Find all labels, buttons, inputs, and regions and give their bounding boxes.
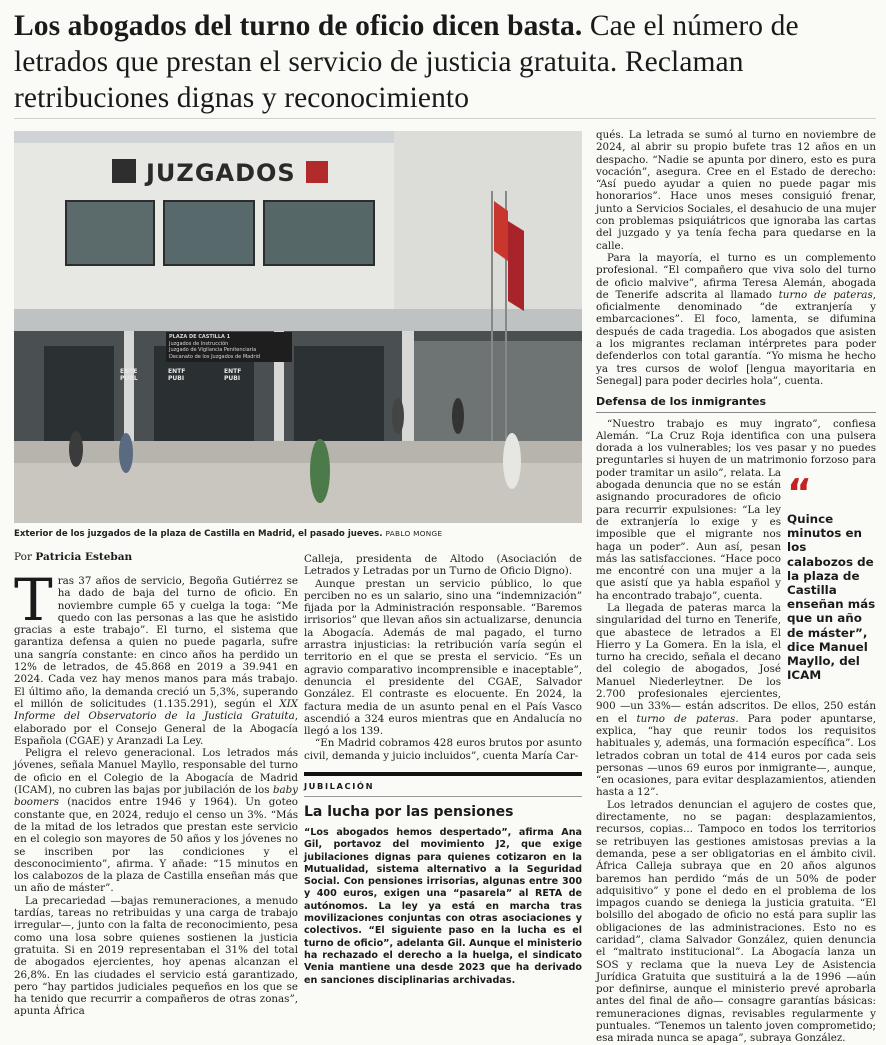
window-right bbox=[264, 201, 374, 265]
pedestrian-3 bbox=[392, 398, 404, 434]
photo-credit: PABLO MONGE bbox=[385, 529, 443, 538]
door-sign-2: ENTF PUBI bbox=[168, 368, 186, 382]
box-divider bbox=[304, 796, 582, 797]
side-entrance bbox=[414, 341, 582, 441]
photo-illustration bbox=[14, 131, 582, 523]
paragraph-text: La llegada de pateras marca la singularidad del turno en Tenerife, que abastece de letrados a El Hierro y La Gomera. En la isla, el turno ha crecido, señala el decano del colegio de abogados, José Manuel Niederleytner. De los 2.700 profesionales ejercientes, 900 —un 33%— están adscritos. De ellos, 250 están en el bbox=[596, 601, 876, 725]
paragraph: Calleja, presidenta de Altodo (Asociación de Letrados y Letradas por un Turno de Oficio Digno). bbox=[304, 553, 582, 578]
window-left bbox=[66, 201, 154, 265]
canopy bbox=[14, 309, 582, 331]
headline-lead: Los abogados del turno de oficio dicen basta. bbox=[14, 10, 583, 42]
pedestrian-1 bbox=[69, 431, 83, 467]
box-title: La lucha por las pensiones bbox=[304, 804, 514, 820]
paragraph-intro-text: ras 37 años de servicio, Begoña Gutiérrez se ha dado de baja del turno de oficio. En noviembre cumple 65 y cuelga la toga: “Me quedo con las personas a las que he asistido gracias a este trabajo”. El turno, el sistema que garantiza defensa a quien no puede pagarla, sufre una sangría constante: en cinco años ha perdido un 12% de letrados, de 45.868 en 2019 a 39.941 en 2024. Cada vez hay menos manos para más trabajo. El último año, la demanda creció un 5,3%, superando el millón de solicitudes (1.135.291), según el bbox=[14, 575, 298, 710]
sign-juzgados: JUZGADOS bbox=[146, 159, 296, 187]
window-mid bbox=[164, 201, 254, 265]
paragraph-intro-end: , elaborado por el Consejo General de la Abogacía Española (CGAE) y Aranzadi La Ley. bbox=[14, 710, 298, 747]
plaque-line-1: PLAZA DE CASTILLA 1 bbox=[169, 334, 231, 340]
headline bbox=[14, 8, 876, 116]
photo-caption bbox=[14, 529, 582, 539]
box-top-rule bbox=[304, 772, 582, 776]
pedestrian-2 bbox=[119, 433, 133, 473]
pedestrian-woman-green bbox=[310, 439, 330, 503]
door-sign-3: ENTF PUBI bbox=[224, 368, 242, 382]
flag-spain bbox=[494, 201, 508, 261]
door-right bbox=[294, 346, 384, 441]
paragraph-intro bbox=[14, 566, 298, 747]
pull-quote bbox=[787, 471, 876, 683]
pedestrian-5 bbox=[503, 433, 521, 489]
paragraph-text: “Nuestro trabajo es muy ingrato”, confiesa Alemán. “La Cruz Roja identifica con una pulsera dorada a los vulnerables; los ves pasar y no puedes preguntarles si huyen de un matrimonio forzoso para poder tramitar un asilo”, relata. La abogada denuncia que no se están asignando procuradores de oficio para recurrir expulsiones: “La ley de extranjería lo exige y es imposible que el migrante nos haga un poder”. Aun así, pesan más las satisfacciones. “Hace poco me encontré con una mujer a la que asistí que ya habla español y ha encontrado trabajo”, cuenta. bbox=[596, 417, 876, 602]
paragraph: Aunque prestan un servicio público, lo que perciben no es un salario, sino una “indemnización” fijada por la Administración responsable. “Baremos irrisorios” que llevan años sin actualizarse, denuncia la Abogacía. Además de mal pagado, el turno arrastra injusticias: la retribución varía según el territorio en el que se presta el servicio. “Es un agravio comparativo incomprensible e inaceptable”, denuncia el presidente del CGAE, Salvador González. El contraste es elocuente. En 2024, la factura media de un asunto penal en el País Vasco ascendió a 324 euros mientras que en Andalucía no llegó a los 139. bbox=[304, 577, 582, 738]
flag-madrid bbox=[508, 221, 524, 311]
pillar-1 bbox=[124, 331, 134, 441]
paragraph: Los letrados denuncian el agujero de costes que, directamente, no se pagan: desplazamientos, recursos, copias... Tampoco en todos los territorios se retribuyen las gestiones amistosas previas a la demanda, pese a ser obligatorias en el ámbito civil. África Calleja subraya que en 20 años algunos baremos han perdido “más de un 50% de poder adquisitivo” y pone el dedo en el problema de los impagos cuando se deniega la justicia gratuita. “El bolsillo del abogado de oficio no está para suplir las obligaciones de las administraciones. Esto no es caridad”, clama Salvador González, quien denuncia el “maltrato institucional”. La Abogacía lanza un SOS y reclama que la nueva Ley de Asistencia Jurídica Gratuita que sustituirá a la de 1996 —aún por definirse, aunque el ministerio prevé aprobarla antes del final de año— consagre garantías básicas: remuneraciones dignas, revisables regularmente y puntuales. “Tenemos un talento joven comprometido; esa mirada nunca se apaga”, subraya González. bbox=[596, 798, 876, 1045]
door-sign-1: ENTE PUBL bbox=[120, 368, 138, 382]
paragraph bbox=[14, 747, 298, 895]
paragraph: qués. La letrada se sumó al turno en noviembre de 2024, al abrir su propio bufete tras 12 años en un despacho. “Nadie se apunta por dinero, esto es pura vocación”, asegura. Cree en el Estado de derecho: “Así puedo ayudar a quien no puede pagar mis honorarios”. Hace unos meses consiguió frenar, junto a Servicios Sociales, el desahucio de una mujer con problemas psiquiátricos que ignoraba las cartas del juzgado y ya tenía fecha para quedarse en la calle. bbox=[596, 129, 876, 252]
plaque-line-4: Decanato de los Juzgados de Madrid bbox=[169, 353, 261, 360]
pull-quote-text: Quince minutos en los calabozos de la plaza de Castilla enseñan más que un año de máster”, dice Manuel Mayllo, del ICAM bbox=[787, 512, 876, 683]
emphasis: baby boomers bbox=[14, 784, 298, 809]
headline-subtitle: Cae el número de letrados que prestan el servicio de justicia gratuita. Reclaman retribuciones dignas y reconocimiento bbox=[14, 10, 799, 114]
paragraph-text: Para la mayoría, el turno es un complemento profesional. “El compañero que viva solo del turno de oficio malvive”, afirma Teresa Alemán, abogada de Tenerife adscrita al llamado bbox=[596, 251, 876, 301]
steps bbox=[14, 441, 582, 463]
paragraph-text: Peligra el relevo generacional. Los letrados más jóvenes, señala Manuel Mayllo, responsable del turno de oficio en el Colegio de la Abogacía de Madrid (ICAM), no cubren las bajas por jubilación de los bbox=[14, 747, 298, 797]
emphasis: turno de pateras bbox=[778, 288, 873, 301]
pedestrian-4 bbox=[452, 398, 464, 434]
paragraph bbox=[596, 252, 876, 387]
side-wall bbox=[394, 131, 582, 311]
article-column-2 bbox=[304, 553, 582, 762]
top-band bbox=[14, 131, 394, 143]
pillar-3 bbox=[402, 331, 414, 441]
header-rule bbox=[14, 118, 876, 119]
door-left bbox=[44, 346, 114, 441]
plaque-line-2: Juzgados de Instrucción bbox=[169, 340, 229, 347]
box-tag: JUBILACIÓN bbox=[304, 781, 375, 791]
plaque-line-3: Juzgado de Vigilancia Penitenciaria bbox=[169, 347, 257, 353]
report-title: XIX Informe del Observatorio de la Justicia Gratuita bbox=[14, 697, 298, 723]
byline-prefix: Por bbox=[14, 551, 36, 563]
emblem-madrid-icon bbox=[306, 161, 328, 183]
byline-author: Patricia Esteban bbox=[35, 551, 133, 563]
emphasis: turno de pateras bbox=[636, 712, 736, 725]
photo-court-building bbox=[14, 131, 582, 523]
box-text: “Los abogados hemos despertado”, afirma Ana Gil, portavoz del movimiento J2, que exige jubilaciones dignas para quienes cotizaron en la Mutualidad, sistema alternativo a la Seguridad Social. Con pensiones irrisorias, algunas entre 300 y 400 euros, exigen una “pasarela” al RETA de autónomos. La ley ya está en marcha tras movilizaciones conjuntas con otras asociaciones y colectivos. “El siguiente paso en la lucha es el turno de oficio”, adelanta Gil. Aunque el ministerio ha rechazado el derecho a la huelga, el sindicato Venia mantiene una desde 2023 que ha derivado en sanciones disciplinarias archivadas. bbox=[304, 827, 582, 986]
paragraph: “En Madrid cobramos 428 euros brutos por asunto civil, demanda y juicio incluidos”, cuenta María Car- bbox=[304, 737, 582, 762]
article-column-1 bbox=[14, 566, 298, 1018]
paragraph-text: . Para poder apuntarse, explica, “hay que reunir todos los requisitos habituales y, además, una formación específica”. Los letrados cobran un total de 414 euros por cada seis personas —unos 69 euros por inmigrante—, aunque, “en ocasiones, para evitar desplazamientos, atienden hasta a 12”. bbox=[596, 712, 876, 799]
paragraph-text: , oficialmente denominado “de extranjería y embarcaciones”. El foco, lamenta, se difumina después de cada tragedia. Los abogados que asisten a los migrantes reclaman intérpretes para poder defenderlos con total garantía. “Yo misma he hecho ya tres cursos de wolof [lengua mayoritaria en Senegal] para poder decirles hola”, cuenta. bbox=[596, 288, 877, 387]
paragraph-text: (nacidos entre 1946 y 1964). Un goteo constante que, en 2024, redujo el censo un 3%. “Más de la mitad de los letrados que prestan este servicio en el colegio son mayores de 50 años y los jóvenes no se inscriben por las condiciones y el desconocimiento”, afirma. Y añade: “15 minutos en los calabozos de la plaza de Castilla enseñan más que un año de máster”. bbox=[14, 796, 298, 895]
emblem-left-icon bbox=[112, 159, 136, 183]
quote-mark-icon: “ bbox=[787, 471, 812, 515]
plaque bbox=[166, 332, 292, 362]
paragraph: La precariedad —bajas remuneraciones, a menudo tardías, tareas no retribuidas y una carga de trabajo irregular—, junto con la falta de reconocimiento, pesa como una losa sobre quienes sostienen la justicia gratuita. Si en 2019 representaban el 31% del total de abogados ejercientes, hoy apenas alcanzan el 26,8%. En las ciudades el servicio está garantizado, pero “hay partidos judiciales pequeños en los que se ha tenido que recurrir a compañeros de otras zonas”, apunta África bbox=[14, 894, 298, 1018]
caption-text: Exterior de los juzgados de la plaza de Castilla en Madrid, el pasado jueves. bbox=[14, 529, 383, 539]
subheading: Defensa de los inmigrantes bbox=[596, 396, 876, 412]
drop-cap: T bbox=[14, 566, 53, 634]
byline bbox=[14, 551, 132, 563]
sidebar-box-pensions bbox=[304, 772, 582, 987]
